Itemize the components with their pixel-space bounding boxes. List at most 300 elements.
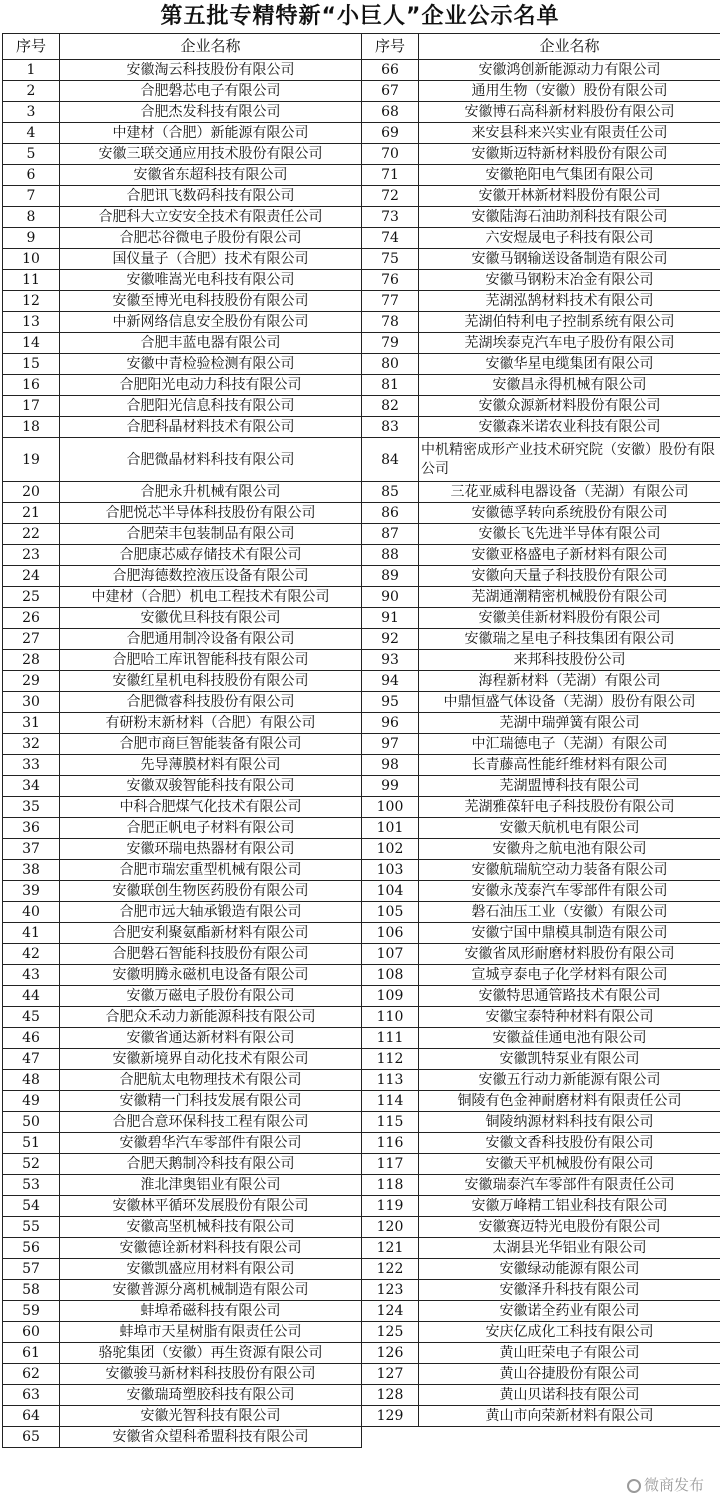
company-name: 先导薄膜材料有限公司 xyxy=(60,755,362,776)
company-name: 合肥通用制冷设备有限公司 xyxy=(60,629,362,650)
row-number: 78 xyxy=(362,312,419,333)
company-name: 安徽博石高科新材料股份有限公司 xyxy=(419,102,720,123)
row-number: 104 xyxy=(362,881,419,902)
table-row xyxy=(3,944,720,965)
row-number: 107 xyxy=(362,944,419,965)
row-number: 25 xyxy=(3,587,60,608)
row-number: 68 xyxy=(362,102,419,123)
row-number: 41 xyxy=(3,923,60,944)
company-name: 安徽新境界自动化技术有限公司 xyxy=(60,1049,362,1070)
table-row xyxy=(3,375,720,396)
watermark xyxy=(623,1474,708,1495)
company-name: 安徽森米诺农业科技有限公司 xyxy=(419,417,720,438)
row-number: 122 xyxy=(362,1259,419,1280)
company-name: 有研粉末新材料（合肥）有限公司 xyxy=(60,713,362,734)
table-row xyxy=(3,692,720,713)
company-name: 安徽斯迈特新材料股份有限公司 xyxy=(419,144,720,165)
table-row xyxy=(3,1007,720,1028)
company-name: 安徽瑞之星电子科技集团有限公司 xyxy=(419,629,720,650)
company-name: 合肥荣丰包装制品有限公司 xyxy=(60,524,362,545)
row-number: 15 xyxy=(3,354,60,375)
company-name: 中机精密成形产业技术研究院（安徽）股份有限公司 xyxy=(419,438,720,482)
table-row xyxy=(3,1091,720,1112)
company-name: 淮北津奥铝业有限公司 xyxy=(60,1175,362,1196)
table-row xyxy=(3,1070,720,1091)
company-name: 安徽三联交通应用技术股份有限公司 xyxy=(60,144,362,165)
row-number: 46 xyxy=(3,1028,60,1049)
company-name: 合肥海德数控液压设备有限公司 xyxy=(60,566,362,587)
company-name: 安徽万峰精工铝业科技有限公司 xyxy=(419,1196,720,1217)
row-number: 113 xyxy=(362,1070,419,1091)
company-name: 安徽双骏智能科技有限公司 xyxy=(60,776,362,797)
company-name: 安徽赛迈特光电股份有限公司 xyxy=(419,1217,720,1238)
row-number: 76 xyxy=(362,270,419,291)
company-name: 合肥微晶材料科技有限公司 xyxy=(60,438,362,482)
row-number: 111 xyxy=(362,1028,419,1049)
company-name: 合肥市远大轴承锻造有限公司 xyxy=(60,902,362,923)
row-number: 72 xyxy=(362,186,419,207)
company-name: 安徽凯盛应用材料有限公司 xyxy=(60,1259,362,1280)
table-row xyxy=(3,482,720,503)
company-name: 合肥合意环保科技工程有限公司 xyxy=(60,1112,362,1133)
row-number: 123 xyxy=(362,1280,419,1301)
company-name: 安徽精一门科技发展有限公司 xyxy=(60,1091,362,1112)
row-number: 82 xyxy=(362,396,419,417)
table-row xyxy=(3,207,720,228)
empty-cell xyxy=(362,1427,419,1448)
company-name: 芜湖伯特利电子控制系统有限公司 xyxy=(419,312,720,333)
company-name: 六安煜晟电子科技有限公司 xyxy=(419,228,720,249)
company-name: 安徽明腾永磁机电设备有限公司 xyxy=(60,965,362,986)
row-number: 102 xyxy=(362,839,419,860)
watermark-text: 微商发布 xyxy=(643,1476,704,1494)
company-name: 安徽泽升科技有限公司 xyxy=(419,1280,720,1301)
company-name: 合肥康芯威存储技术有限公司 xyxy=(60,545,362,566)
watermark-icon xyxy=(627,1479,641,1493)
row-number: 100 xyxy=(362,797,419,818)
company-name: 安徽亚格盛电子新材料有限公司 xyxy=(419,545,720,566)
table-row xyxy=(3,144,720,165)
row-number: 35 xyxy=(3,797,60,818)
row-number: 26 xyxy=(3,608,60,629)
row-number: 125 xyxy=(362,1322,419,1343)
company-name: 来安县科来兴实业有限责任公司 xyxy=(419,123,720,144)
company-name: 合肥微睿科技股份有限公司 xyxy=(60,692,362,713)
row-number: 19 xyxy=(3,438,60,482)
company-name: 合肥众禾动力新能源科技有限公司 xyxy=(60,1007,362,1028)
row-number: 56 xyxy=(3,1238,60,1259)
row-number: 124 xyxy=(362,1301,419,1322)
row-number: 120 xyxy=(362,1217,419,1238)
company-name: 合肥市商巨智能装备有限公司 xyxy=(60,734,362,755)
row-number: 40 xyxy=(3,902,60,923)
company-name: 中汇瑞德电子（芜湖）有限公司 xyxy=(419,734,720,755)
table-row xyxy=(3,1133,720,1154)
row-number: 47 xyxy=(3,1049,60,1070)
row-number: 6 xyxy=(3,165,60,186)
row-number: 80 xyxy=(362,354,419,375)
row-number: 109 xyxy=(362,986,419,1007)
row-number: 12 xyxy=(3,291,60,312)
row-number: 13 xyxy=(3,312,60,333)
table-row xyxy=(3,566,720,587)
row-number: 7 xyxy=(3,186,60,207)
row-number: 79 xyxy=(362,333,419,354)
row-number: 73 xyxy=(362,207,419,228)
table-row xyxy=(3,417,720,438)
table-row xyxy=(3,629,720,650)
company-name: 安徽长飞先进半导体有限公司 xyxy=(419,524,720,545)
row-number: 92 xyxy=(362,629,419,650)
table-row xyxy=(3,923,720,944)
company-name: 安徽航瑞航空动力装备有限公司 xyxy=(419,860,720,881)
company-name: 黄山贝诺科技有限公司 xyxy=(419,1385,720,1406)
row-number: 39 xyxy=(3,881,60,902)
company-name: 合肥航太电物理技术有限公司 xyxy=(60,1070,362,1091)
row-number: 23 xyxy=(3,545,60,566)
table-row xyxy=(3,608,720,629)
row-number: 95 xyxy=(362,692,419,713)
row-number: 81 xyxy=(362,375,419,396)
row-number: 129 xyxy=(362,1406,419,1427)
row-number: 27 xyxy=(3,629,60,650)
company-name: 合肥阳光电动力科技有限公司 xyxy=(60,375,362,396)
row-number: 2 xyxy=(3,81,60,102)
row-number: 1 xyxy=(3,60,60,81)
company-name: 宣城亨泰电子化学材料有限公司 xyxy=(419,965,720,986)
table-row xyxy=(3,438,720,482)
row-number: 24 xyxy=(3,566,60,587)
table-row xyxy=(3,860,720,881)
row-number: 38 xyxy=(3,860,60,881)
row-number: 34 xyxy=(3,776,60,797)
table-row xyxy=(3,797,720,818)
table-row xyxy=(3,671,720,692)
row-number: 86 xyxy=(362,503,419,524)
row-number: 22 xyxy=(3,524,60,545)
company-name: 安徽益佳通电池有限公司 xyxy=(419,1028,720,1049)
row-number: 14 xyxy=(3,333,60,354)
company-name: 安徽华星电缆集团有限公司 xyxy=(419,354,720,375)
table-row xyxy=(3,186,720,207)
company-name: 蚌埠市天星树脂有限责任公司 xyxy=(60,1322,362,1343)
company-name: 安徽众源新材料股份有限公司 xyxy=(419,396,720,417)
company-name: 安徽向天量子科技股份有限公司 xyxy=(419,566,720,587)
company-name: 芜湖中瑞弹簧有限公司 xyxy=(419,713,720,734)
row-number: 29 xyxy=(3,671,60,692)
row-number: 85 xyxy=(362,482,419,503)
table-row xyxy=(3,1364,720,1385)
row-number: 33 xyxy=(3,755,60,776)
row-number: 94 xyxy=(362,671,419,692)
table-row xyxy=(3,1259,720,1280)
company-name: 安徽永茂泰汽车零部件有限公司 xyxy=(419,881,720,902)
company-name: 安徽凯特泵业有限公司 xyxy=(419,1049,720,1070)
row-number: 4 xyxy=(3,123,60,144)
company-name: 安徽美佳新材料股份有限公司 xyxy=(419,608,720,629)
company-name: 铜陵有色金神耐磨材料有限责任公司 xyxy=(419,1091,720,1112)
table-row xyxy=(3,1343,720,1364)
header-name-left: 企业名称 xyxy=(60,34,362,60)
table-row xyxy=(3,545,720,566)
company-name: 安徽唯嵩光电科技有限公司 xyxy=(60,270,362,291)
company-name: 黄山谷捷股份有限公司 xyxy=(419,1364,720,1385)
row-number: 71 xyxy=(362,165,419,186)
company-name: 合肥安利聚氨酯新材料有限公司 xyxy=(60,923,362,944)
table-row xyxy=(3,291,720,312)
row-number: 121 xyxy=(362,1238,419,1259)
row-number: 69 xyxy=(362,123,419,144)
table-header-row xyxy=(3,34,720,60)
company-name: 合肥芯谷微电子股份有限公司 xyxy=(60,228,362,249)
row-number: 53 xyxy=(3,1175,60,1196)
row-number: 42 xyxy=(3,944,60,965)
row-number: 9 xyxy=(3,228,60,249)
row-number: 117 xyxy=(362,1154,419,1175)
row-number: 52 xyxy=(3,1154,60,1175)
row-number: 58 xyxy=(3,1280,60,1301)
row-number: 105 xyxy=(362,902,419,923)
company-name: 合肥讯飞数码科技有限公司 xyxy=(60,186,362,207)
row-number: 36 xyxy=(3,818,60,839)
document-title: 第五批专精特新“小巨人”企业公示名单 xyxy=(160,4,560,29)
company-name: 来邦科技股份公司 xyxy=(419,650,720,671)
row-number: 119 xyxy=(362,1196,419,1217)
row-number: 67 xyxy=(362,81,419,102)
company-name: 安徽艳阳电气集团有限公司 xyxy=(419,165,720,186)
table-row xyxy=(3,503,720,524)
row-number: 16 xyxy=(3,375,60,396)
company-name: 中鼎恒盛气体设备（芜湖）股份有限公司 xyxy=(419,692,720,713)
company-name: 合肥市瑞宏重型机械有限公司 xyxy=(60,860,362,881)
row-number: 89 xyxy=(362,566,419,587)
row-number: 51 xyxy=(3,1133,60,1154)
company-name: 合肥哈工库讯智能科技有限公司 xyxy=(60,650,362,671)
row-number: 32 xyxy=(3,734,60,755)
row-number: 43 xyxy=(3,965,60,986)
company-name: 黄山旺荣电子有限公司 xyxy=(419,1343,720,1364)
company-name: 安徽万磁电子股份有限公司 xyxy=(60,986,362,1007)
company-name: 芜湖埃泰克汽车电子股份有限公司 xyxy=(419,333,720,354)
company-name: 安徽诺全药业有限公司 xyxy=(419,1301,720,1322)
row-number: 44 xyxy=(3,986,60,1007)
row-number: 28 xyxy=(3,650,60,671)
row-number: 21 xyxy=(3,503,60,524)
table-row xyxy=(3,165,720,186)
table-row xyxy=(3,1385,720,1406)
company-name: 芜湖雅葆轩电子科技股份有限公司 xyxy=(419,797,720,818)
company-name: 安徽宁国中鼎模具制造有限公司 xyxy=(419,923,720,944)
row-number: 84 xyxy=(362,438,419,482)
row-number: 49 xyxy=(3,1091,60,1112)
table-row xyxy=(3,312,720,333)
company-name: 安徽淘云科技股份有限公司 xyxy=(60,60,362,81)
table-row xyxy=(3,60,720,81)
row-number: 99 xyxy=(362,776,419,797)
company-name: 合肥磐芯电子有限公司 xyxy=(60,81,362,102)
table-row xyxy=(3,1238,720,1259)
table-row xyxy=(3,249,720,270)
company-name: 安徽普源分离机械制造有限公司 xyxy=(60,1280,362,1301)
table-row xyxy=(3,1322,720,1343)
company-name: 三花亚威科电器设备（芜湖）有限公司 xyxy=(419,482,720,503)
row-number: 20 xyxy=(3,482,60,503)
row-number: 3 xyxy=(3,102,60,123)
table-row xyxy=(3,818,720,839)
company-name: 安徽舟之航电池有限公司 xyxy=(419,839,720,860)
row-number: 90 xyxy=(362,587,419,608)
row-number: 60 xyxy=(3,1322,60,1343)
row-number: 48 xyxy=(3,1070,60,1091)
table-row xyxy=(3,270,720,291)
row-number: 61 xyxy=(3,1343,60,1364)
row-number: 8 xyxy=(3,207,60,228)
company-name: 安徽昌永得机械有限公司 xyxy=(419,375,720,396)
table-row xyxy=(3,123,720,144)
company-name: 合肥正帆电子材料有限公司 xyxy=(60,818,362,839)
table-row xyxy=(3,755,720,776)
row-number: 75 xyxy=(362,249,419,270)
company-name: 安徽省东超科技有限公司 xyxy=(60,165,362,186)
company-name: 中建材（合肥）机电工程技术有限公司 xyxy=(60,587,362,608)
row-number: 57 xyxy=(3,1259,60,1280)
header-name-right: 企业名称 xyxy=(419,34,720,60)
company-name: 合肥磐石智能科技股份有限公司 xyxy=(60,944,362,965)
company-name: 通用生物（安徽）股份有限公司 xyxy=(419,81,720,102)
table-row xyxy=(3,902,720,923)
table-row xyxy=(3,396,720,417)
company-name: 合肥永升机械有限公司 xyxy=(60,482,362,503)
table-row xyxy=(3,1175,720,1196)
table-row xyxy=(3,734,720,755)
row-number: 45 xyxy=(3,1007,60,1028)
row-number: 127 xyxy=(362,1364,419,1385)
company-name: 安徽宝泰特种材料有限公司 xyxy=(419,1007,720,1028)
company-name: 安徽陆海石油助剂科技有限公司 xyxy=(419,207,720,228)
company-name: 安徽马钢粉末冶金有限公司 xyxy=(419,270,720,291)
company-name: 铜陵纳源材料科技有限公司 xyxy=(419,1112,720,1133)
company-name: 合肥悦芯半导体科技股份有限公司 xyxy=(60,503,362,524)
company-name: 安徽骏马新材料科技股份有限公司 xyxy=(60,1364,362,1385)
row-number: 74 xyxy=(362,228,419,249)
company-name: 安徽环瑞电热器材有限公司 xyxy=(60,839,362,860)
row-number: 115 xyxy=(362,1112,419,1133)
company-name: 蚌埠希磁科技有限公司 xyxy=(60,1301,362,1322)
company-name: 合肥丰蓝电器有限公司 xyxy=(60,333,362,354)
row-number: 116 xyxy=(362,1133,419,1154)
company-name: 太湖县光华铝业有限公司 xyxy=(419,1238,720,1259)
company-name: 安徽林平循环发展股份有限公司 xyxy=(60,1196,362,1217)
row-number: 63 xyxy=(3,1385,60,1406)
row-number: 128 xyxy=(362,1385,419,1406)
company-name: 芜湖盟博科技有限公司 xyxy=(419,776,720,797)
row-number: 64 xyxy=(3,1406,60,1427)
header-no-left: 序号 xyxy=(3,34,60,60)
row-number: 93 xyxy=(362,650,419,671)
company-name: 安徽天平机械股份有限公司 xyxy=(419,1154,720,1175)
row-number: 106 xyxy=(362,923,419,944)
table-row xyxy=(3,1196,720,1217)
row-number: 62 xyxy=(3,1364,60,1385)
row-number: 55 xyxy=(3,1217,60,1238)
table-row xyxy=(3,965,720,986)
row-number: 87 xyxy=(362,524,419,545)
company-name: 芜湖泓鹄材料技术有限公司 xyxy=(419,291,720,312)
table-row xyxy=(3,354,720,375)
company-name: 安徽省众望科希盟科技有限公司 xyxy=(60,1427,362,1448)
company-name: 安徽德诠新材料科技有限公司 xyxy=(60,1238,362,1259)
row-number: 126 xyxy=(362,1343,419,1364)
row-number: 97 xyxy=(362,734,419,755)
table-row xyxy=(3,650,720,671)
table-row xyxy=(3,1427,720,1448)
table-row xyxy=(3,1154,720,1175)
row-number: 112 xyxy=(362,1049,419,1070)
row-number: 118 xyxy=(362,1175,419,1196)
company-name: 中科合肥煤气化技术有限公司 xyxy=(60,797,362,818)
company-list-table xyxy=(2,33,720,1448)
row-number: 31 xyxy=(3,713,60,734)
company-name: 海程新材料（芜湖）有限公司 xyxy=(419,671,720,692)
row-number: 18 xyxy=(3,417,60,438)
row-number: 110 xyxy=(362,1007,419,1028)
table-row xyxy=(3,1280,720,1301)
company-name: 安徽开林新材料股份有限公司 xyxy=(419,186,720,207)
company-name: 安徽马钢输送设备制造有限公司 xyxy=(419,249,720,270)
table-row xyxy=(3,1217,720,1238)
row-number: 103 xyxy=(362,860,419,881)
row-number: 37 xyxy=(3,839,60,860)
row-number: 114 xyxy=(362,1091,419,1112)
row-number: 108 xyxy=(362,965,419,986)
company-name: 中建材（合肥）新能源有限公司 xyxy=(60,123,362,144)
row-number: 91 xyxy=(362,608,419,629)
company-name: 黄山市向荣新材料有限公司 xyxy=(419,1406,720,1427)
row-number: 98 xyxy=(362,755,419,776)
company-name: 安徽绿动能源有限公司 xyxy=(419,1259,720,1280)
table-row xyxy=(3,81,720,102)
company-name: 安徽优旦科技有限公司 xyxy=(60,608,362,629)
company-name: 安徽碧华汽车零部件有限公司 xyxy=(60,1133,362,1154)
table-row xyxy=(3,986,720,1007)
company-name: 安徽省凤形耐磨材料股份有限公司 xyxy=(419,944,720,965)
company-name: 磐石油压工业（安徽）有限公司 xyxy=(419,902,720,923)
row-number: 50 xyxy=(3,1112,60,1133)
row-number: 96 xyxy=(362,713,419,734)
company-name: 合肥科大立安安全技术有限责任公司 xyxy=(60,207,362,228)
company-name: 中新网络信息安全股份有限公司 xyxy=(60,312,362,333)
company-name: 安徽天航机电有限公司 xyxy=(419,818,720,839)
company-name: 骆驼集团（安徽）再生资源有限公司 xyxy=(60,1343,362,1364)
table-row xyxy=(3,1406,720,1427)
table-row xyxy=(3,524,720,545)
company-name: 安徽联创生物医药股份有限公司 xyxy=(60,881,362,902)
company-name: 安徽瑞泰汽车零部件有限责任公司 xyxy=(419,1175,720,1196)
table-row xyxy=(3,1049,720,1070)
table-body xyxy=(3,60,720,1448)
table-row xyxy=(3,839,720,860)
row-number: 59 xyxy=(3,1301,60,1322)
company-name: 安徽特思通管路技术有限公司 xyxy=(419,986,720,1007)
row-number: 10 xyxy=(3,249,60,270)
company-name: 安徽红星机电科技股份有限公司 xyxy=(60,671,362,692)
row-number: 65 xyxy=(3,1427,60,1448)
row-number: 83 xyxy=(362,417,419,438)
company-name: 合肥杰发科技有限公司 xyxy=(60,102,362,123)
table-row xyxy=(3,228,720,249)
company-name: 安徽光智科技有限公司 xyxy=(60,1406,362,1427)
company-name: 国仪量子（合肥）技术有限公司 xyxy=(60,249,362,270)
